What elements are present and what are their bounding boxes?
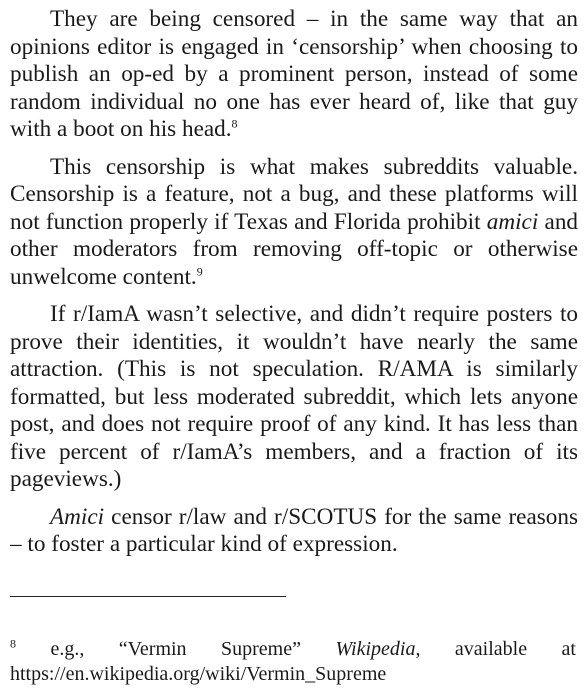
footnote-separator xyxy=(10,596,286,597)
paragraph-3-text: If r/IamA wasn’t selective, and didn’t require posters to prove their identities, it wouldn’t have nearly the same attraction. (This is not speculation. R/AMA is similarly formatted, but less moderated subreddit, which lets anyone post, and does not require proof of any kind. It has less than five percent of r/IamA’s members, and a fraction of its pageviews.) xyxy=(10,301,578,492)
paragraph-2-text-a: This censorship is what makes subreddits valuable. Censorship is a feature, not a bug, and these platforms will not function properly if Texas and Florida prohibit xyxy=(10,153,578,235)
paragraph-3 xyxy=(10,301,578,494)
footnote-suffix: , available at xyxy=(415,638,576,660)
footnote-8 xyxy=(10,637,576,686)
paragraph-2-text-b: and other moderators from removing off-topic or otherwise unwelcome content. xyxy=(10,208,579,290)
footnote-ref-8[interactable]: 8 xyxy=(231,116,238,131)
footnote-url[interactable]: https://en.wikipedia.org/wiki/Vermin_Supreme xyxy=(10,662,387,685)
document-body xyxy=(10,6,578,569)
paragraph-4-italic: Amici xyxy=(50,503,105,530)
paragraph-2-italic: amici xyxy=(486,208,539,235)
footnote-prefix: e.g., “Vermin Supreme” xyxy=(16,638,336,660)
footnote-mark: 8 xyxy=(10,636,16,651)
footnote-italic: Wikipedia xyxy=(335,638,416,660)
footnote-ref-9[interactable]: 9 xyxy=(196,263,203,278)
paragraph-4-text: censor r/law and r/SCOTUS for the same reasons – to foster a particular kind of expression. xyxy=(10,503,578,557)
paragraph-1-text: They are being censored – in the same way that an opinions editor is engaged in ‘censorship’ when choosing to publish an op-ed by a prominent person, instead of some random individual no one has ever heard of, like that guy with a boot on his head. xyxy=(10,6,578,142)
paragraph-2 xyxy=(10,154,578,292)
footnote-line-1 xyxy=(10,637,576,662)
paragraph-1 xyxy=(10,6,578,144)
paragraph-4 xyxy=(10,504,578,559)
